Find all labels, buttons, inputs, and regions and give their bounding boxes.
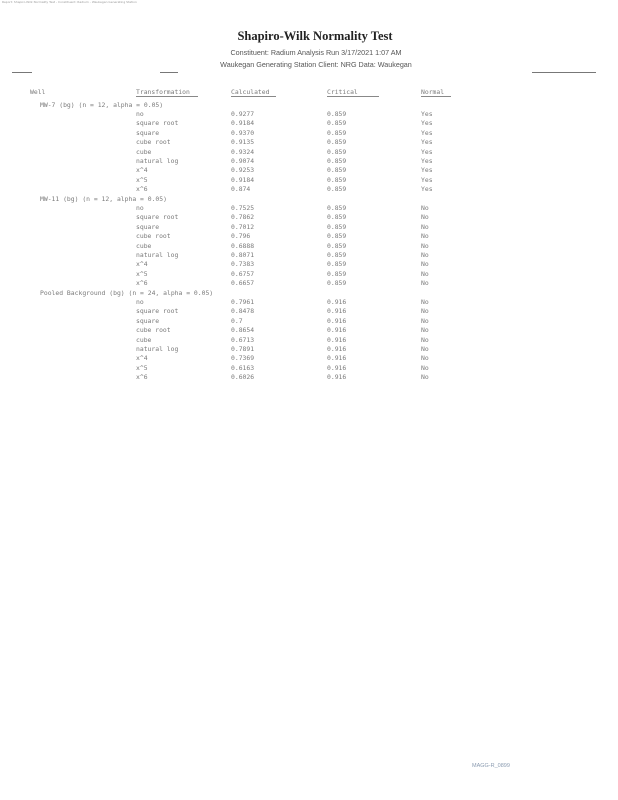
- calculated-cell: 0.7525: [231, 203, 255, 212]
- table-row: [0, 251, 618, 260]
- normal-cell: No: [421, 260, 429, 269]
- normal-cell: No: [421, 363, 429, 372]
- group-label: Pooled Background (bg) (n = 24, alpha = 0.05): [40, 288, 214, 297]
- report-subtitle-run: Constituent: Radium Analysis Run 3/17/2021 1:07 AM: [230, 48, 402, 57]
- calculated-cell: 0.7891: [231, 344, 255, 353]
- group-label: MW-7 (bg) (n = 12, alpha = 0.05): [40, 100, 164, 109]
- calculated-cell: 0.7012: [231, 222, 255, 231]
- calculated-cell: 0.8478: [231, 307, 255, 316]
- critical-cell: 0.916: [327, 307, 347, 316]
- calculated-cell: 0.6757: [231, 269, 255, 278]
- table-row: [0, 298, 618, 307]
- transformation-cell: x^5: [136, 175, 148, 184]
- calculated-cell: 0.9184: [231, 175, 255, 184]
- calculated-cell: 0.7: [231, 316, 243, 325]
- critical-cell: 0.859: [327, 222, 347, 231]
- transformation-cell: square: [136, 128, 160, 137]
- normal-cell: No: [421, 269, 429, 278]
- critical-cell: 0.916: [327, 344, 347, 353]
- normal-cell: No: [421, 241, 429, 250]
- transformation-cell: cube: [136, 241, 152, 250]
- normal-cell: Yes: [421, 175, 433, 184]
- transformation-cell: square root: [136, 213, 179, 222]
- critical-cell: 0.916: [327, 363, 347, 372]
- calculated-cell: 0.7961: [231, 297, 255, 306]
- normal-cell: No: [421, 222, 429, 231]
- critical-cell: 0.859: [327, 260, 347, 269]
- critical-cell: 0.916: [327, 335, 347, 344]
- table-row: [0, 364, 618, 373]
- header-normal: Normal: [421, 88, 445, 96]
- table-row: [0, 185, 618, 194]
- transformation-cell: cube: [136, 147, 152, 156]
- critical-cell: 0.859: [327, 241, 347, 250]
- calculated-cell: 0.6026: [231, 373, 255, 382]
- report-top-line: Report: Shapiro-Wilk Normality Test - Constituent: Radium - Waukegan Generating Station: [2, 0, 137, 4]
- transformation-cell: cube root: [136, 138, 171, 147]
- calculated-cell: 0.9277: [231, 109, 255, 118]
- transformation-cell: x^6: [136, 185, 148, 194]
- calculated-cell: 0.7862: [231, 213, 255, 222]
- critical-cell: 0.916: [327, 316, 347, 325]
- transformation-cell: natural log: [136, 344, 179, 353]
- calculated-cell: 0.9135: [231, 138, 255, 147]
- transformation-cell: no: [136, 109, 144, 118]
- calculated-cell: 0.9370: [231, 128, 255, 137]
- page-footer-id: MAGG-R_0899: [472, 763, 510, 769]
- calculated-cell: 0.6163: [231, 363, 255, 372]
- critical-cell: 0.859: [327, 279, 347, 288]
- normal-cell: No: [421, 297, 429, 306]
- transformation-cell: x^4: [136, 354, 148, 363]
- critical-cell: 0.859: [327, 213, 347, 222]
- table-row: [0, 260, 618, 269]
- header-underline-critical: [327, 96, 379, 97]
- normal-cell: No: [421, 373, 429, 382]
- normal-cell: Yes: [421, 119, 433, 128]
- header-underline-normal: [421, 96, 451, 97]
- transformation-cell: square root: [136, 119, 179, 128]
- table-row: [0, 242, 618, 251]
- header-rule-right: [532, 72, 596, 73]
- normal-cell: Yes: [421, 109, 433, 118]
- critical-cell: 0.916: [327, 297, 347, 306]
- calculated-cell: 0.9253: [231, 166, 255, 175]
- header-underline-transformation: [136, 96, 198, 97]
- header-transformation: Transformation: [136, 88, 190, 96]
- table-row: [0, 176, 618, 185]
- table-row: [0, 336, 618, 345]
- normal-cell: No: [421, 307, 429, 316]
- header-calculated: Calculated: [231, 88, 270, 96]
- table-row: [0, 157, 618, 166]
- table-row: [0, 317, 618, 326]
- calculated-cell: 0.8071: [231, 250, 255, 259]
- calculated-cell: 0.796: [231, 232, 251, 241]
- table-row: [0, 223, 618, 232]
- critical-cell: 0.859: [327, 250, 347, 259]
- transformation-cell: x^6: [136, 373, 148, 382]
- group-label: MW-11 (bg) (n = 12, alpha = 0.05): [40, 194, 167, 203]
- critical-cell: 0.916: [327, 373, 347, 382]
- critical-cell: 0.859: [327, 269, 347, 278]
- table-row: [0, 279, 618, 288]
- critical-cell: 0.859: [327, 156, 347, 165]
- header-critical: Critical: [327, 88, 358, 96]
- transformation-cell: square: [136, 316, 160, 325]
- normal-cell: No: [421, 203, 429, 212]
- critical-cell: 0.859: [327, 232, 347, 241]
- table-row: [0, 307, 618, 316]
- transformation-cell: x^4: [136, 260, 148, 269]
- transformation-cell: no: [136, 203, 144, 212]
- calculated-cell: 0.9074: [231, 156, 255, 165]
- header-underline-calculated: [231, 96, 276, 97]
- critical-cell: 0.859: [327, 185, 347, 194]
- transformation-cell: natural log: [136, 250, 179, 259]
- table-row: [0, 326, 618, 335]
- normal-cell: No: [421, 354, 429, 363]
- calculated-cell: 0.9184: [231, 119, 255, 128]
- transformation-cell: cube root: [136, 232, 171, 241]
- table-row: [0, 354, 618, 363]
- calculated-cell: 0.874: [231, 185, 251, 194]
- calculated-cell: 0.6657: [231, 279, 255, 288]
- transformation-cell: square root: [136, 307, 179, 316]
- transformation-cell: square: [136, 222, 160, 231]
- transformation-cell: cube root: [136, 326, 171, 335]
- normal-cell: Yes: [421, 156, 433, 165]
- table-row: [0, 166, 618, 175]
- table-row: [0, 270, 618, 279]
- table-row: [0, 204, 618, 213]
- normal-cell: No: [421, 279, 429, 288]
- normal-cell: No: [421, 316, 429, 325]
- header-well: Well: [30, 88, 46, 96]
- table-row: [0, 129, 618, 138]
- critical-cell: 0.916: [327, 354, 347, 363]
- normal-cell: No: [421, 232, 429, 241]
- table-row: [0, 148, 618, 157]
- transformation-cell: cube: [136, 335, 152, 344]
- critical-cell: 0.859: [327, 109, 347, 118]
- normal-cell: No: [421, 213, 429, 222]
- normal-cell: No: [421, 326, 429, 335]
- transformation-cell: no: [136, 297, 144, 306]
- critical-cell: 0.859: [327, 175, 347, 184]
- report-title: Shapiro-Wilk Normality Test: [237, 29, 393, 43]
- table-row: [0, 373, 618, 382]
- normal-cell: No: [421, 250, 429, 259]
- table-row: [0, 110, 618, 119]
- normal-cell: Yes: [421, 128, 433, 137]
- transformation-cell: natural log: [136, 156, 179, 165]
- normal-cell: No: [421, 335, 429, 344]
- critical-cell: 0.859: [327, 138, 347, 147]
- calculated-cell: 0.6888: [231, 241, 255, 250]
- header-rule-left-mid: [160, 72, 178, 73]
- normal-cell: Yes: [421, 166, 433, 175]
- table-row: [0, 119, 618, 128]
- critical-cell: 0.859: [327, 119, 347, 128]
- normal-cell: No: [421, 344, 429, 353]
- normal-cell: Yes: [421, 138, 433, 147]
- report-subtitle-site: Waukegan Generating Station Client: NRG Data: Waukegan: [220, 60, 412, 69]
- normal-cell: Yes: [421, 185, 433, 194]
- calculated-cell: 0.7383: [231, 260, 255, 269]
- calculated-cell: 0.9324: [231, 147, 255, 156]
- table-row: [0, 138, 618, 147]
- critical-cell: 0.859: [327, 203, 347, 212]
- normal-cell: Yes: [421, 147, 433, 156]
- critical-cell: 0.859: [327, 128, 347, 137]
- table-row: [0, 345, 618, 354]
- header-rule-left: [12, 72, 32, 73]
- transformation-cell: x^5: [136, 363, 148, 372]
- critical-cell: 0.859: [327, 166, 347, 175]
- critical-cell: 0.859: [327, 147, 347, 156]
- transformation-cell: x^4: [136, 166, 148, 175]
- table-row: [0, 213, 618, 222]
- calculated-cell: 0.6713: [231, 335, 255, 344]
- calculated-cell: 0.7369: [231, 354, 255, 363]
- transformation-cell: x^5: [136, 269, 148, 278]
- transformation-cell: x^6: [136, 279, 148, 288]
- table-row: [0, 232, 618, 241]
- calculated-cell: 0.8654: [231, 326, 255, 335]
- critical-cell: 0.916: [327, 326, 347, 335]
